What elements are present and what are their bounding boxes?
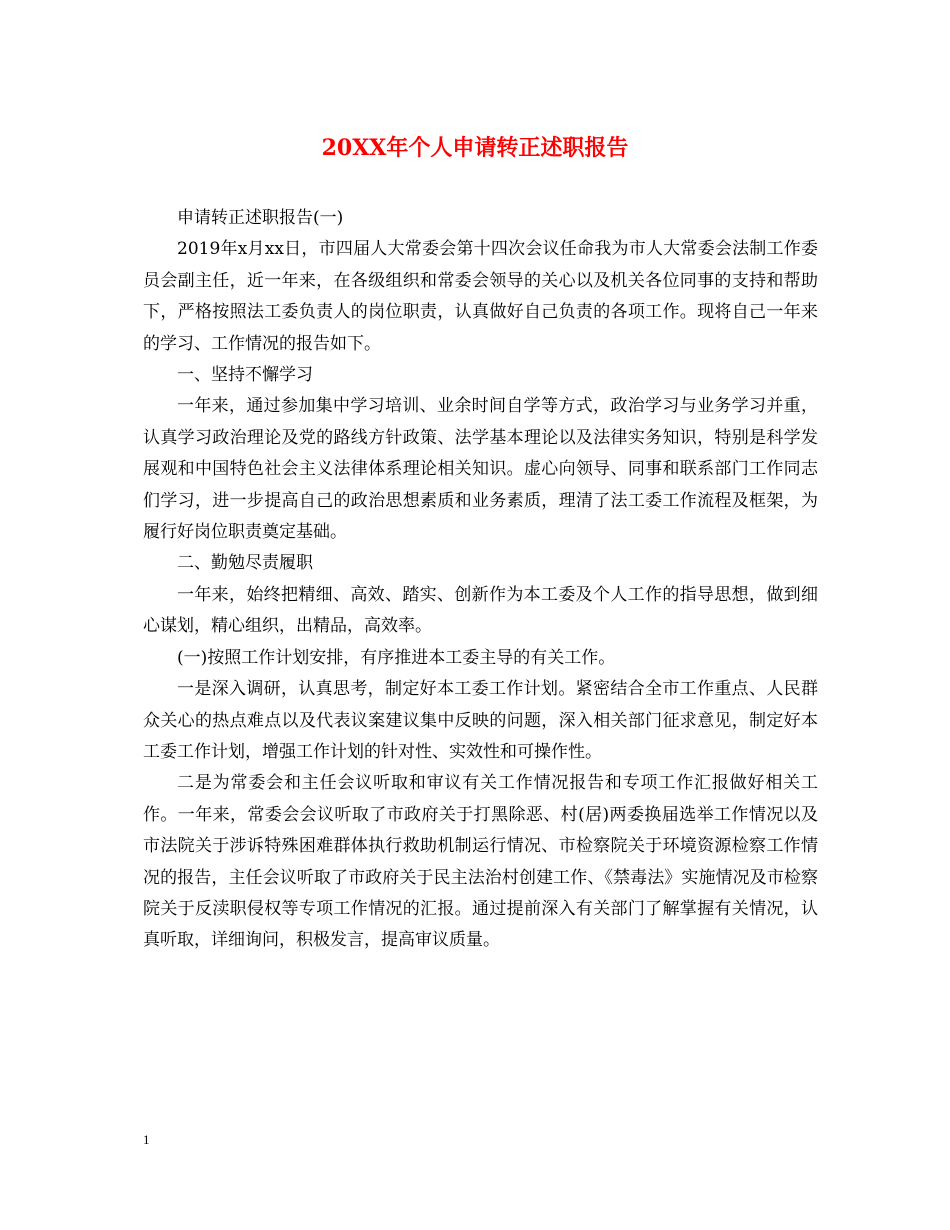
section-heading-study: 一、坚持不懈学习 bbox=[177, 365, 313, 386]
page-number: 1 bbox=[143, 1132, 150, 1147]
paragraph-study: 一年来，通过参加集中学习培训、业余时间自学等方式，政治学习与业务学习并重，认真学习政治理论及党的路线方针政策、法学基本理论以及法律实务知识，特别是科学发展观和中国特色社会主义法律体系理论相关知识。虚心向领导、同事和联系部门工作同志们学习，进一步提高自己的政治思想素质和业务素质，理清了法工委工作流程及框架，为履行好岗位职责奠定基础。 bbox=[143, 396, 818, 543]
paragraph-plan: 一是深入调研，认真思考，制定好本工委工作计划。紧密结合全市工作重点、人民群众关心的热点难点以及代表议案建议集中反映的问题，深入相关部门征求意见，制定好本工委工作计划，增强工作计划的针对性、实效性和可操作性。 bbox=[143, 679, 818, 762]
document-title: 20XX年个人申请转正述职报告 bbox=[321, 135, 629, 161]
document-body bbox=[143, 203, 818, 957]
paragraph-intro: 2019年x月xx日，市四届人大常委会第十四次会议任命我为市人大常委会法制工作委员会副主任，近一年来，在各级组织和常委会领导的关心以及机关各位同事的支持和帮助下，严格按照法工委负责人的岗位职责，认真做好自己负责的各项工作。现将自己一年来的学习、工作情况的报告如下。 bbox=[143, 239, 818, 354]
paragraph-subtitle: 申请转正述职报告(一) bbox=[177, 208, 344, 228]
paragraph-reports: 二是为常委会和主任会议听取和审议有关工作情况报告和专项工作汇报做好相关工作。一年来，常委会会议听取了市政府关于打黑除恶、村(居)两委换届选举工作情况以及市法院关于涉诉特殊困难群体执行救助机制运行情况、市检察院关于环境资源检察工作情况的报告，主任会议听取了市政府关于民主法治村创建工作、《禁毒法》实施情况及市检察院关于反渎职侵权等专项工作情况的汇报。通过提前深入有关部门了解掌握有关情况，认真听取，详细询问，积极发言，提高审议质量。 bbox=[143, 773, 818, 951]
subsection-heading-plan: (一)按照工作计划安排，有序推进本工委主导的有关工作。 bbox=[177, 647, 616, 668]
paragraph-duty: 一年来，始终把精细、高效、踏实、创新作为本工委及个人工作的指导思想，做到细心谋划，精心组织，出精品，高效率。 bbox=[143, 584, 818, 637]
section-heading-duty: 二、勤勉尽责履职 bbox=[177, 553, 313, 574]
